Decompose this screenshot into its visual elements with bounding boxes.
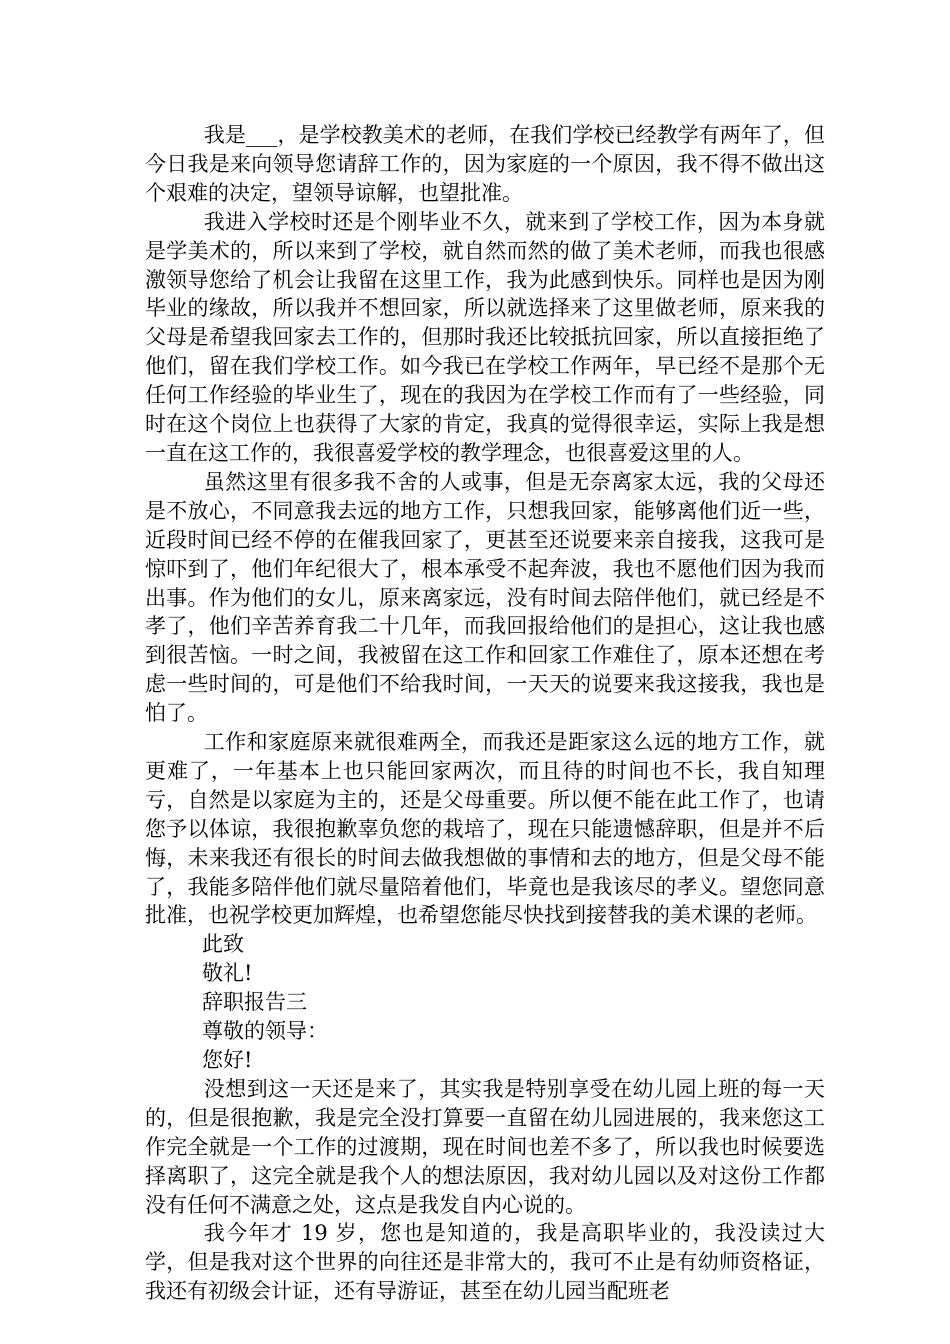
body-paragraph: 虽然这里有很多我不舍的人或事，但是无奈离家太远，我的父母还是不放心，不同意我去远的地方工作，只想我回家，能够离他们近一些，近段时间已经不停的在催我回家了，更甚至还说要来亲自接我，这我可是惊吓到了，他们年纪很大了，根本承受不起奔波，我也不愿他们因为我而出事。作为他们的女儿，原来离家远，没有时间去陪伴他们，就已经是不孝了，他们辛苦养育我二十几年，而我回报给他们的是担心，这让我也感到很苦恼。一时之间，我被留在这工作和回家工作难住了，原本还想在考虑一些时间的，可是他们不给我时间，一天天的说要来我这接我，我也是怕了。: [145, 469, 825, 726]
document-body: [145, 121, 825, 1306]
closing-salute: 敬礼!: [202, 961, 253, 986]
closing-line: 此致: [202, 932, 244, 957]
body-paragraph: 我进入学校时还是个刚毕业不久，就来到了学校工作，因为本身就是学美术的，所以来到了学校，就自然而然的做了美术老师，而我也很感激领导您给了机会让我留在这里工作，我为此感到快乐。同样也是因为刚毕业的缘故，所以我并不想回家，所以就选择来了这里做老师，原来我的父母是希望我回家去工作的，但那时我还比较抵抗回家，所以直接拒绝了他们，留在我们学校工作。如今我已在学校工作两年，早已经不是那个无任何工作经验的毕业生了，现在的我因为在学校工作而有了一些经验，同时在这个岗位上也获得了大家的肯定，我真的觉得很幸运，实际上我是想一直在这工作的，我很喜爱学校的教学理念，也很喜爱这里的人。: [145, 209, 825, 465]
salutation: 尊敬的领导：: [202, 1019, 328, 1044]
greeting: 您好!: [202, 1048, 253, 1072]
body-paragraph: 我今年才 19 岁，您也是知道的，我是高职毕业的，我没读过大学，但是我对这个世界的向往还是非常大的，我可不止是有幼师资格证，我还有初级会计证，还有导游证，甚至在幼儿园当配班老: [145, 1221, 825, 1304]
body-paragraph: 没想到这一天还是来了，其实我是特别享受在幼儿园上班的每一天的，但是很抱歉，我是完全没打算要一直留在幼儿园进展的，我来您这工作完全就是一个工作的过渡期，现在时间也差不多了，所以我也时候要选择离职了，这完全就是我个人的想法原因，我对幼儿园以及对这份工作都没有任何不满意之处，这点是我发自内心说的。: [145, 1076, 825, 1217]
body-paragraph: 我是___，是学校教美术的老师，在我们学校已经教学有两年了，但今日我是来向领导您请辞工作的，因为家庭的一个原因，我不得不做出这个艰难的决定，望领导谅解，也望批准。: [145, 123, 825, 205]
section-title: 辞职报告三: [202, 990, 307, 1015]
body-paragraph: 工作和家庭原来就很难两全，而我还是距家这么远的地方工作，就更难了，一年基本上也只能回家两次，而且待的时间也不长，我自知理亏，自然是以家庭为主的，还是父母重要。所以便不能在此工作了，也请您予以体谅，我很抱歉辜负您的栽培了，现在只能遗憾辞职，但是并不后悔，未来我还有很长的时间去做我想做的事情和去的地方，但是父母不能了，我能多陪伴他们就尽量陪着他们，毕竟也是我该尽的孝义。望您同意批准，也祝学校更加辉煌，也希望您能尽快找到接替我的美术课的老师。: [145, 730, 825, 928]
